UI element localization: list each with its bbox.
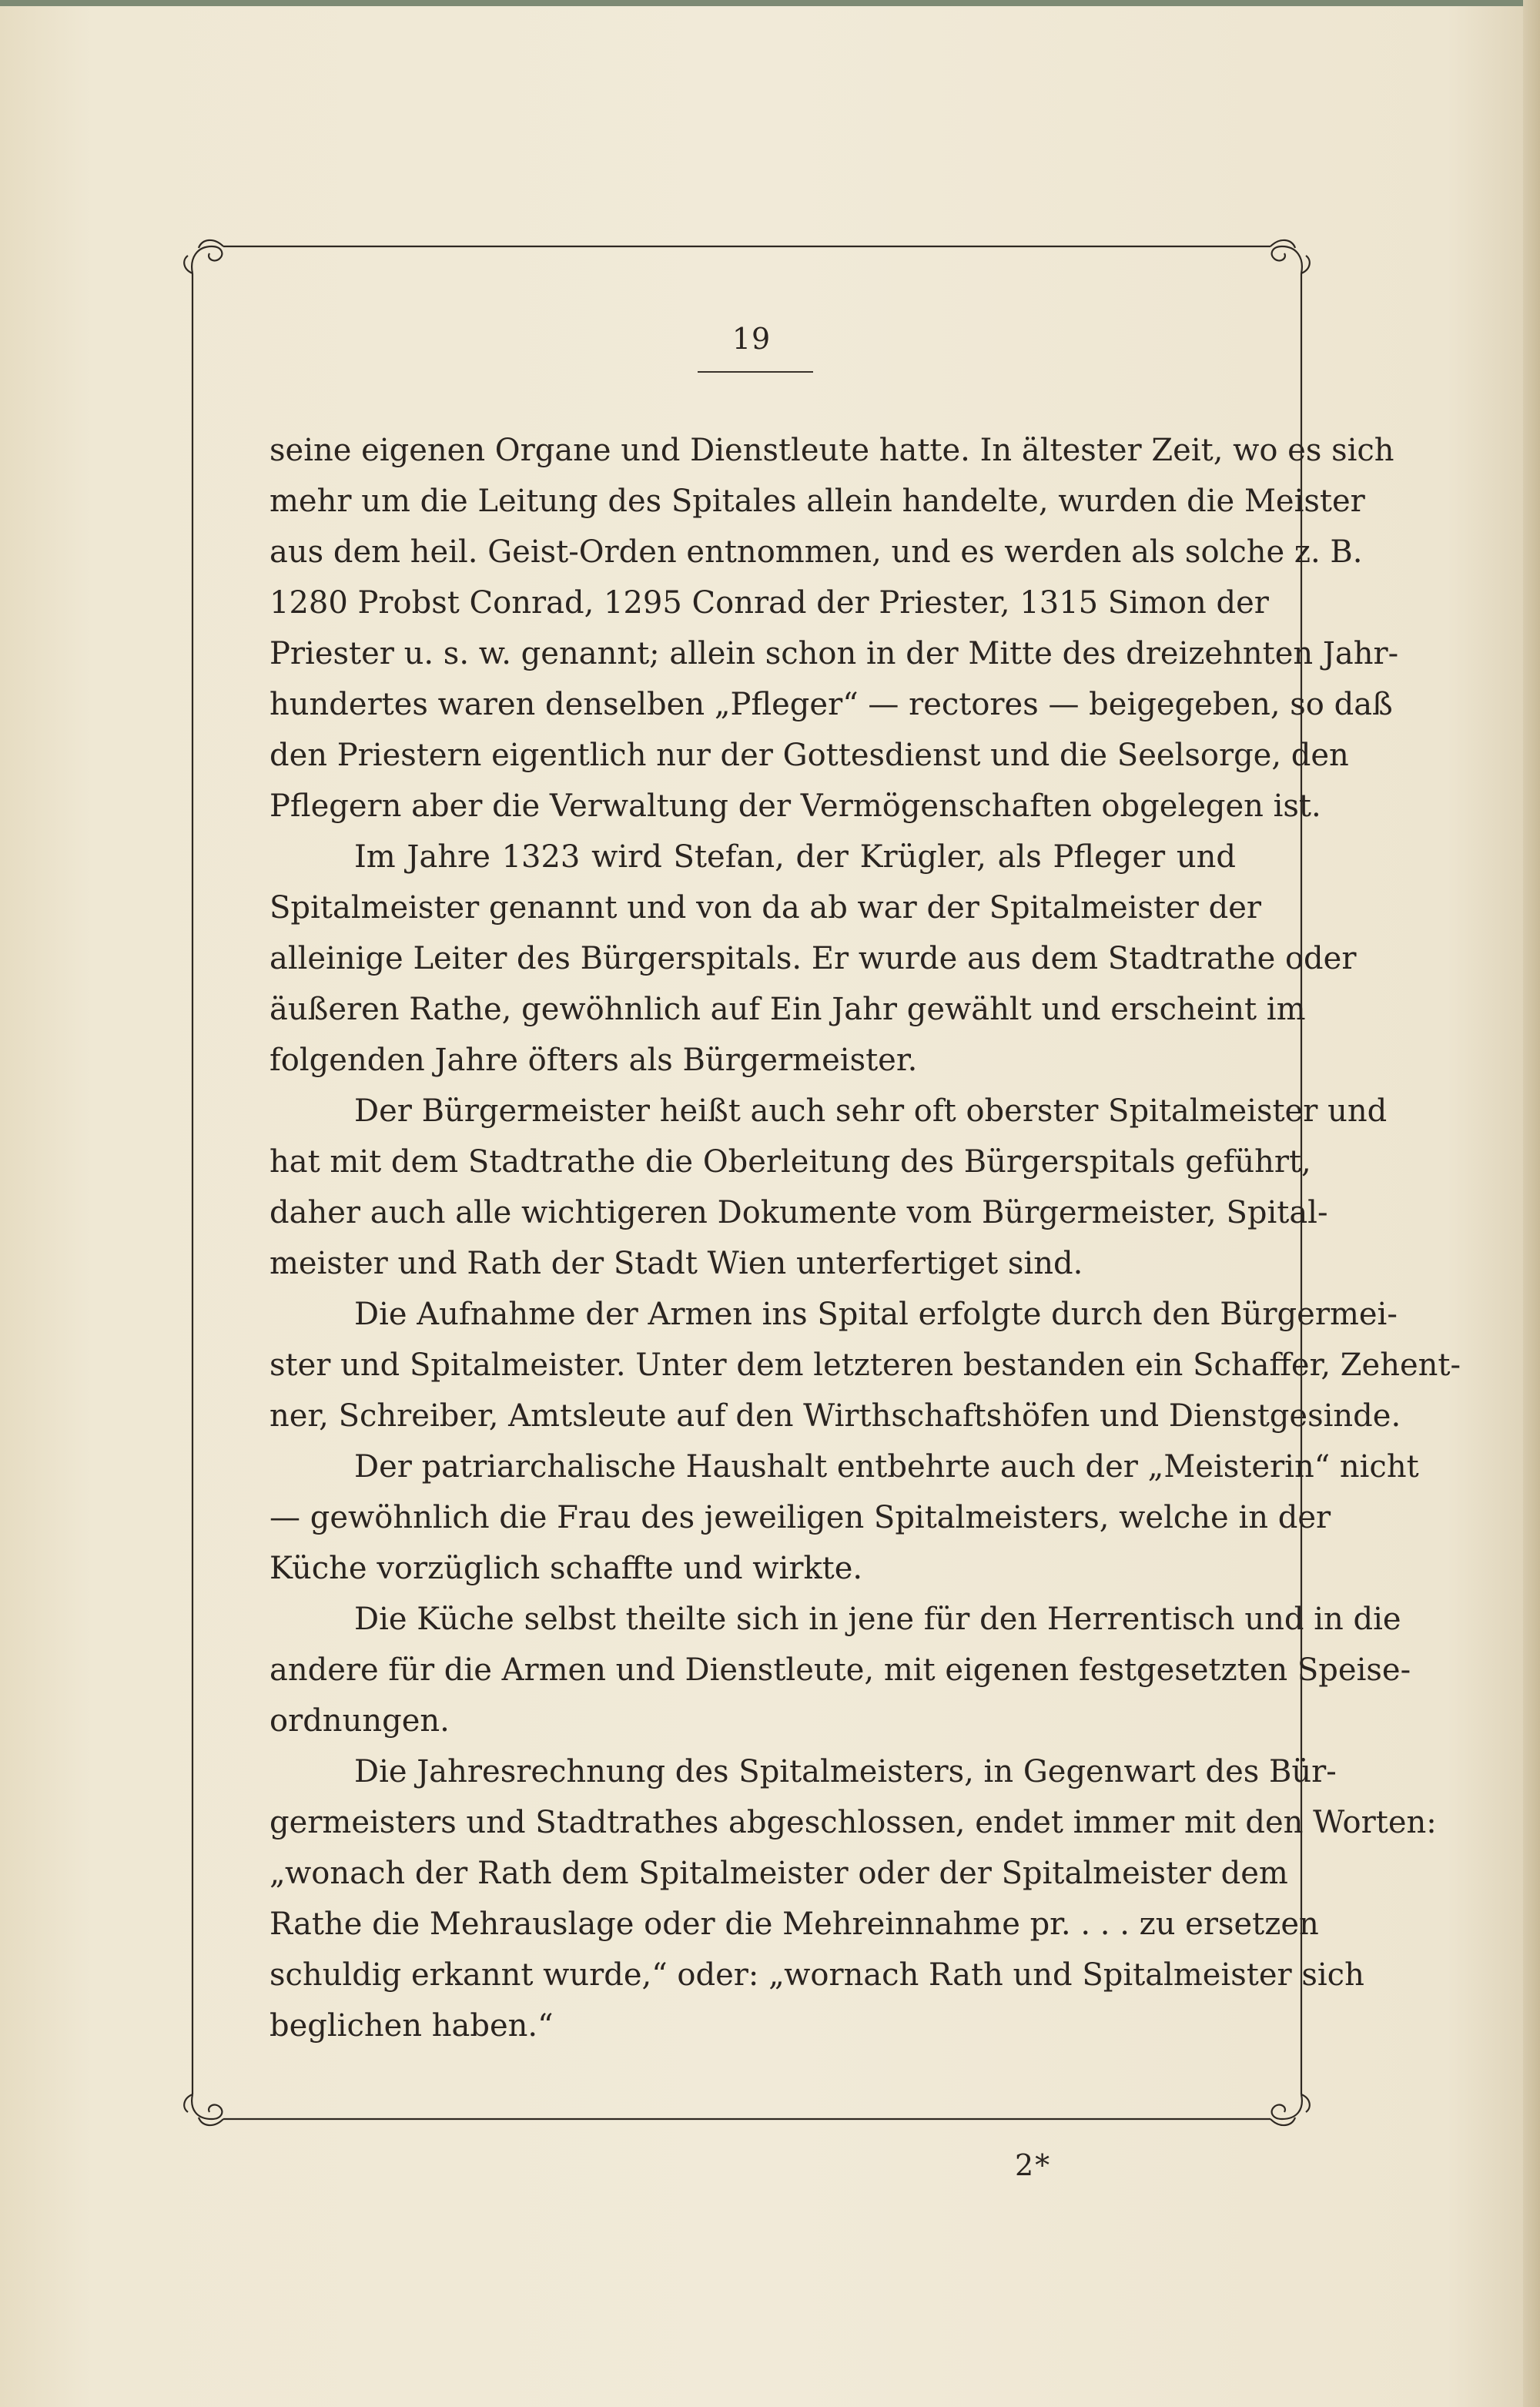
text-line: Spitalmeister genannt und von da ab war der Spitalmeister der <box>270 890 1262 926</box>
text-line: Die Küche selbst theilte sich in jene für den Herrentisch und in die <box>354 1602 1401 1637</box>
text-line: Die Jahresrechnung des Spitalmeisters, in Gegenwart des Bür- <box>354 1754 1337 1789</box>
corner-flourish-bottom-right <box>1270 2094 1310 2125</box>
text-line: folgenden Jahre öfters als Bürgermeister. <box>270 1043 918 1078</box>
text-line: daher auch alle wichtigeren Dokumente vom Bürgermeister, Spital- <box>270 1195 1328 1230</box>
page-number-underline <box>698 371 813 373</box>
text-line: Die Aufnahme der Armen ins Spital erfolgte durch den Bürgermei- <box>354 1297 1398 1332</box>
text-line: beglichen haben.“ <box>270 2008 554 2044</box>
text-line: ster und Spitalmeister. Unter dem letzteren bestanden ein Schaffer, Zehent- <box>270 1347 1461 1383</box>
text-line: Der Bürgermeister heißt auch sehr oft oberster Spitalmeister und <box>354 1093 1388 1129</box>
text-line: Der patriarchalische Haushalt entbehrte auch der „Meisterin“ nicht <box>354 1449 1419 1485</box>
corner-flourish-top-left <box>184 240 223 273</box>
text-line: aus dem heil. Geist-Orden entnommen, und es werden als solche z. B. <box>270 534 1363 570</box>
text-line: hat mit dem Stadtrathe die Oberleitung des Bürgerspitals geführt, <box>270 1144 1311 1180</box>
text-line: Priester u. s. w. genannt; allein schon in der Mitte des dreizehnten Jahr- <box>270 636 1399 671</box>
text-line: ordnungen. <box>270 1703 450 1739</box>
corner-flourish-bottom-left <box>184 2094 223 2125</box>
text-line: ner, Schreiber, Amtsleute auf den Wirthschaftshöfen und Dienstgesinde. <box>270 1398 1401 1434</box>
text-line: alleinige Leiter des Bürgerspitals. Er wurde aus dem Stadtrathe oder <box>270 941 1357 976</box>
text-line: andere für die Armen und Dienstleute, mit eigenen festgesetzten Speise- <box>270 1652 1411 1688</box>
text-line: seine eigenen Organe und Dienstleute hatte. In ältester Zeit, wo es sich <box>270 433 1394 468</box>
text-line: Küche vorzüglich schaffte und wirkte. <box>270 1551 863 1586</box>
text-line: — gewöhnlich die Frau des jeweiligen Spitalmeisters, welche in der <box>270 1500 1331 1535</box>
text-line: mehr um die Leitung des Spitales allein handelte, wurden die Meister <box>270 484 1365 519</box>
text-line: germeisters und Stadtrathes abgeschlossen, endet immer mit den Worten: <box>270 1805 1437 1840</box>
text-line: Rathe die Mehrauslage oder die Mehreinnahme pr. . . . zu ersetzen <box>270 1907 1319 1942</box>
text-line: Pflegern aber die Verwaltung der Vermögenschaften obgelegen ist. <box>270 788 1321 824</box>
text-line: Im Jahre 1323 wird Stefan, der Krügler, als Pfleger und <box>354 839 1236 875</box>
printer-signature-mark: 2* <box>1015 2148 1052 2182</box>
text-line: schuldig erkannt wurde,“ oder: „wornach Rath und Spitalmeister sich <box>270 1957 1364 1993</box>
page-number: 19 <box>732 322 772 356</box>
text-line: „wonach der Rath dem Spitalmeister oder der Spitalmeister dem <box>270 1856 1288 1891</box>
text-line: hundertes waren denselben „Pfleger“ — rectores — beigegeben, so daß <box>270 687 1393 722</box>
text-line: äußeren Rathe, gewöhnlich auf Ein Jahr gewählt und erscheint im <box>270 992 1306 1027</box>
text-line: den Priestern eigentlich nur der Gottesdienst und die Seelsorge, den <box>270 738 1349 773</box>
text-line: meister und Rath der Stadt Wien unterfertiget sind. <box>270 1246 1083 1281</box>
corner-flourish-top-right <box>1270 240 1310 273</box>
text-line: 1280 Probst Conrad, 1295 Conrad der Priester, 1315 Simon der <box>270 585 1269 621</box>
body-text <box>270 425 1461 2051</box>
